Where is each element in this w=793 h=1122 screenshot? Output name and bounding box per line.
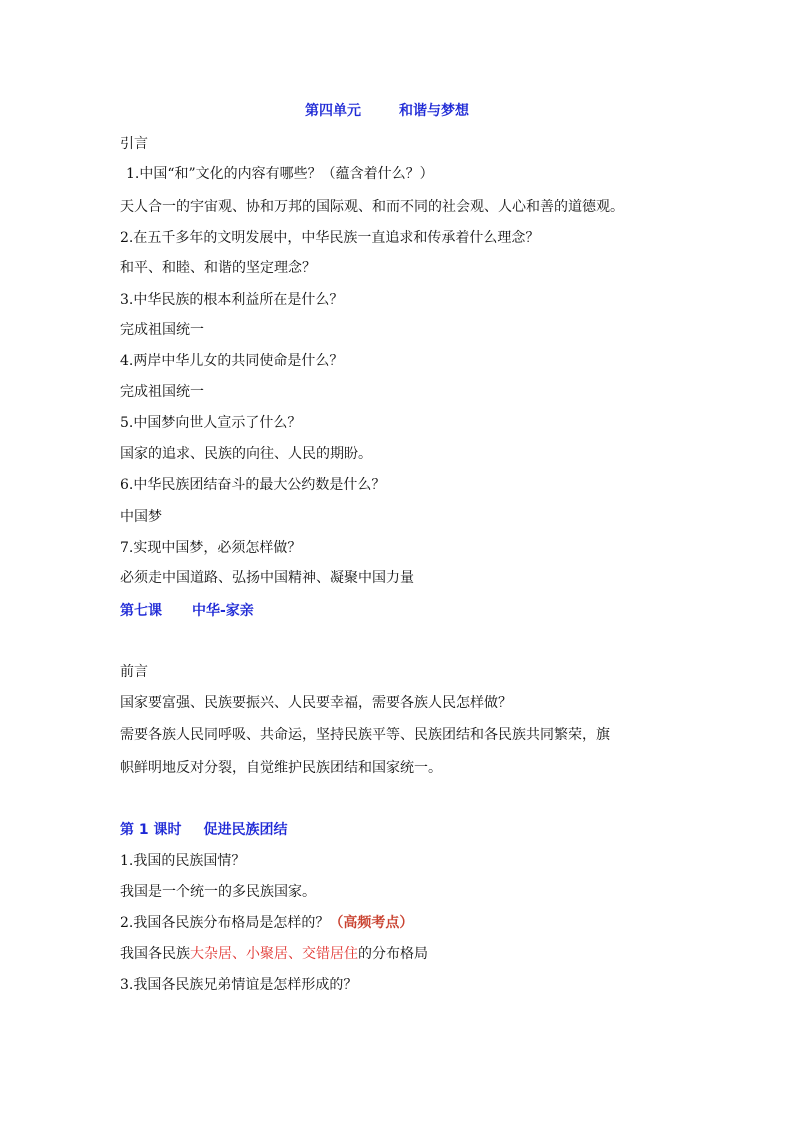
intro-answer-2: 和平、和睦、和谐的坚定理念？ bbox=[120, 260, 316, 276]
section-answer-2-prefix: 我国各民族 bbox=[120, 946, 190, 962]
lesson-title: 中华-家亲 bbox=[192, 603, 254, 619]
intro-question-1: 1.中国“和”文化的内容有哪些？（蕴含着什么？） bbox=[126, 166, 434, 182]
section-answer-2-highlight: 大杂居、小聚居、交错居住 bbox=[190, 946, 358, 962]
intro-question-6: 6.中华民族团结奋斗的最大公约数是什么？ bbox=[120, 477, 386, 493]
lesson-heading bbox=[120, 601, 254, 621]
high-frequency-tag: （高频考点） bbox=[329, 915, 414, 931]
section-label: 第 1 课时 bbox=[120, 822, 182, 838]
intro-question-4: 4.两岸中华儿女的共同使命是什么？ bbox=[120, 353, 344, 369]
intro-answer-6: 中国梦 bbox=[120, 509, 162, 525]
section-heading bbox=[120, 820, 288, 840]
intro-label: 引言 bbox=[120, 136, 148, 152]
preface-answer-line-1: 需要各族人民同呼吸、共命运，坚持民族平等、民族团结和各民族共同繁荣，旗 bbox=[120, 727, 610, 743]
section-question-2-text: 2.我国各民族分布格局是怎样的？ bbox=[120, 915, 330, 931]
intro-answer-3: 完成祖国统一 bbox=[120, 322, 204, 338]
intro-question-2: 2.在五千多年的文明发展中，中华民族一直追求和传承着什么理念？ bbox=[120, 230, 540, 246]
intro-answer-5: 国家的追求、民族的向往、人民的期盼。 bbox=[120, 446, 372, 462]
intro-question-7: 7.实现中国梦，必须怎样做？ bbox=[120, 540, 302, 556]
section-answer-1: 我国是一个统一的多民族国家。 bbox=[120, 884, 316, 900]
intro-answer-4: 完成祖国统一 bbox=[120, 384, 204, 400]
preface-question: 国家要富强、民族要振兴、人民要幸福，需要各族人民怎样做？ bbox=[120, 695, 512, 711]
unit-title: 和谐与梦想 bbox=[399, 103, 469, 119]
intro-answer-7: 必须走中国道路、弘扬中国精神、凝聚中国力量 bbox=[120, 570, 414, 586]
section-answer-2 bbox=[120, 944, 428, 964]
preface-answer-line-2: 帜鲜明地反对分裂，自觉维护民族团结和国家统一。 bbox=[120, 760, 442, 776]
intro-question-5: 5.中国梦向世人宣示了什么？ bbox=[120, 415, 302, 431]
intro-question-3: 3.中华民族的根本利益所在是什么？ bbox=[120, 292, 344, 308]
section-question-3: 3.我国各民族兄弟情谊是怎样形成的？ bbox=[120, 977, 358, 993]
unit-heading bbox=[305, 101, 469, 121]
section-question-1: 1.我国的民族国情？ bbox=[120, 853, 246, 869]
section-question-2 bbox=[120, 913, 413, 933]
unit-label: 第四单元 bbox=[305, 103, 361, 119]
intro-answer-1: 天人合一的宇宙观、协和万邦的国际观、和而不同的社会观、人心和善的道德观。 bbox=[120, 199, 624, 215]
section-answer-2-suffix: 的分布格局 bbox=[358, 946, 428, 962]
section-title: 促进民族团结 bbox=[203, 822, 288, 838]
preface-label: 前言 bbox=[120, 664, 148, 680]
lesson-label: 第七课 bbox=[120, 603, 162, 619]
